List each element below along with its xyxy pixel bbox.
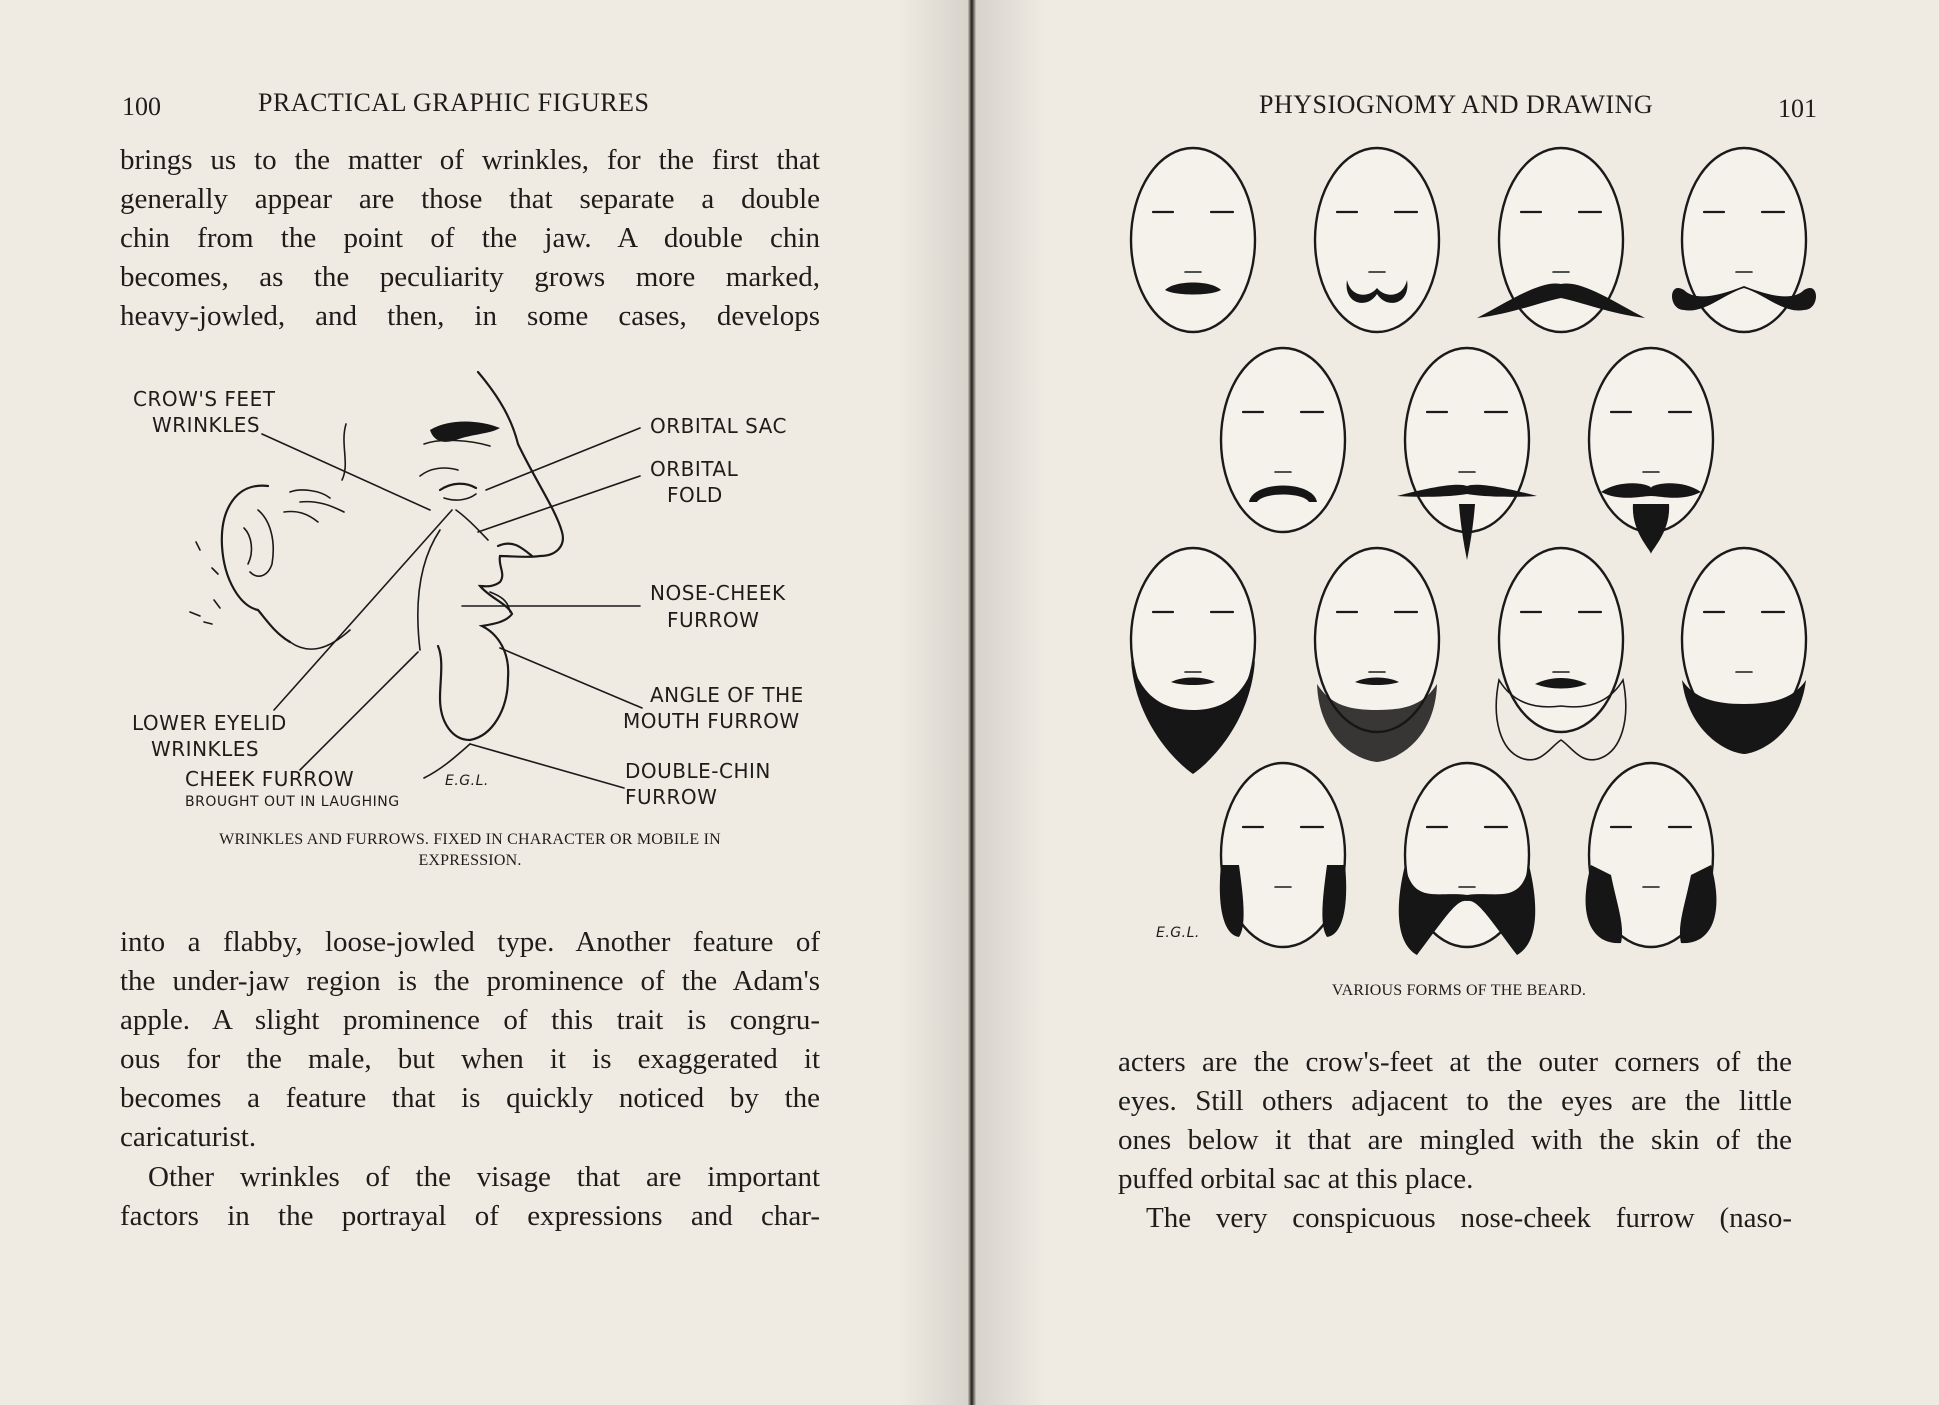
beard-form-12 bbox=[1220, 763, 1346, 947]
figure-caption: VARIOUS FORMS OF THE BEARD. bbox=[1331, 982, 1587, 999]
beard-form-6 bbox=[1397, 348, 1537, 560]
artist-signature: E.G.L. bbox=[1156, 925, 1200, 941]
beard-form-3 bbox=[1477, 148, 1645, 332]
text-line: puffed orbital sac at this place. bbox=[1118, 1163, 1474, 1195]
beard-form-1 bbox=[1131, 148, 1255, 332]
label-double-chin-furrow: DOUBLE-CHIN bbox=[625, 759, 771, 783]
text-line: becomes, as the peculiarity grows more marked, bbox=[120, 261, 820, 293]
text-line: into a flabby, loose-jowled type. Another feature of bbox=[120, 926, 820, 958]
text-line: the under-jaw region is the prominence of the Adam's bbox=[120, 965, 820, 997]
beard-form-14 bbox=[1586, 763, 1717, 947]
beard-form-11 bbox=[1682, 548, 1806, 754]
running-head: PRACTICAL GRAPHIC FIGURES bbox=[258, 88, 650, 117]
text-line: acters are the crow's-feet at the outer corners of the bbox=[1118, 1046, 1792, 1078]
text-line: chin from the point of the jaw. A double chin bbox=[120, 222, 820, 254]
text-line: ous for the male, but when it is exaggerated it bbox=[120, 1043, 820, 1075]
label-cheek-furrow: CHEEK FURROW bbox=[185, 767, 355, 791]
label-cheek-furrow: BROUGHT OUT IN LAUGHING bbox=[185, 794, 400, 810]
text-line: Other wrinkles of the visage that are important bbox=[148, 1161, 820, 1193]
book-gutter bbox=[968, 0, 976, 1405]
page-number: 101 bbox=[1778, 94, 1817, 123]
text-line: caricaturist. bbox=[120, 1121, 257, 1153]
beard-form-4 bbox=[1672, 148, 1816, 332]
page-number: 100 bbox=[122, 92, 161, 121]
label-orbital-fold: ORBITAL bbox=[650, 457, 739, 481]
label-crows-feet: CROW'S FEET bbox=[133, 387, 276, 411]
label-nose-cheek-furrow: FURROW bbox=[667, 608, 760, 632]
beard-form-9 bbox=[1315, 548, 1439, 762]
beard-forms-drawing bbox=[976, 0, 1939, 860]
label-orbital-sac: ORBITAL SAC bbox=[650, 414, 787, 438]
text-line: factors in the portrayal of expressions and char- bbox=[120, 1200, 820, 1232]
caption-line: EXPRESSION. bbox=[418, 852, 522, 869]
text-line: ones below it that are mingled with the skin of the bbox=[1118, 1124, 1792, 1156]
right-page bbox=[976, 0, 1939, 1405]
running-head: PHYSIOGNOMY AND DRAWING bbox=[1259, 90, 1654, 119]
beard-form-7 bbox=[1589, 348, 1713, 554]
left-page bbox=[0, 0, 968, 1405]
text-line: eyes. Still others adjacent to the eyes are the little bbox=[1118, 1085, 1792, 1117]
artist-signature: E.G.L. bbox=[445, 773, 489, 789]
label-double-chin-furrow: FURROW bbox=[625, 785, 718, 809]
label-orbital-fold: FOLD bbox=[667, 483, 723, 507]
label-angle-mouth-furrow: ANGLE OF THE bbox=[650, 683, 804, 707]
text-line: apple. A slight prominence of this trait is congru- bbox=[120, 1004, 820, 1036]
figure-caption bbox=[120, 829, 820, 871]
label-lower-eyelid: WRINKLES bbox=[151, 737, 260, 761]
caption-line: WRINKLES AND FURROWS. FIXED IN CHARACTER OR MOBILE IN bbox=[219, 831, 721, 848]
beard-form-2 bbox=[1315, 148, 1439, 332]
label-angle-mouth-furrow: MOUTH FURROW bbox=[623, 709, 800, 733]
text-line: heavy-jowled, and then, in some cases, develops bbox=[120, 300, 820, 332]
label-nose-cheek-furrow: NOSE-CHEEK bbox=[650, 581, 786, 605]
beard-form-10 bbox=[1496, 548, 1626, 760]
text-line: The very conspicuous nose-cheek furrow (naso- bbox=[1146, 1202, 1792, 1234]
text-line: generally appear are those that separate a double bbox=[120, 183, 820, 215]
text-line: becomes a feature that is quickly noticed by the bbox=[120, 1082, 820, 1114]
beard-form-13 bbox=[1399, 763, 1535, 955]
beard-form-5 bbox=[1221, 348, 1345, 532]
profile-face-drawing bbox=[0, 360, 968, 880]
beard-form-8 bbox=[1131, 548, 1255, 774]
label-crows-feet: WRINKLES bbox=[152, 413, 261, 437]
label-lower-eyelid: LOWER EYELID bbox=[132, 711, 287, 735]
text-line: brings us to the matter of wrinkles, for the first that bbox=[120, 144, 820, 176]
